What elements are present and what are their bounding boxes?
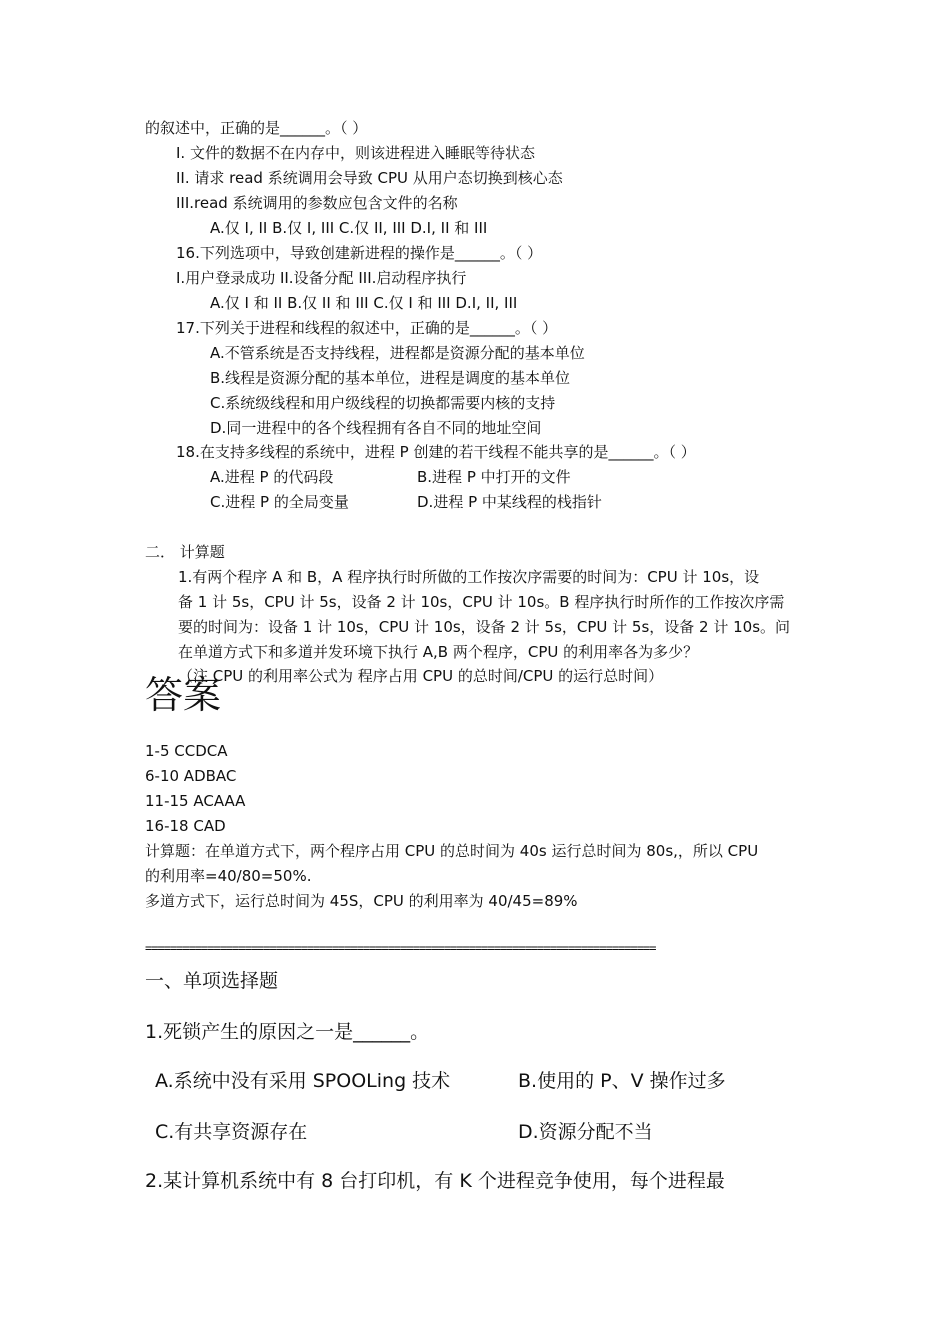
statement-i: I. 文件的数据不在内存中，则该进程进入睡眠等待状态 bbox=[176, 144, 535, 162]
computation-problem-line-3: 要的时间为：设备 1 计 10s，CPU 计 10s，设备 2 计 5s，CPU 计 5s，设备 2 计 10s。问 bbox=[178, 618, 791, 636]
q1-option-d: D.资源分配不当 bbox=[518, 1121, 653, 1143]
options-q15: A.仅 I, II B.仅 I, III C.仅 II, III D.I, II 和 III bbox=[210, 219, 488, 237]
separator-line: ================================================================================== bbox=[145, 941, 656, 955]
question-stem-continuation: 的叙述中，正确的是______。（ ） bbox=[145, 119, 368, 137]
answer-heading: 答案 bbox=[145, 673, 222, 717]
computation-problem-line-4: 在单道方式下和多道并发环境下执行 A,B 两个程序，CPU 的利用率各为多少？ bbox=[178, 643, 699, 661]
question-18: 18.在支持多线程的系统中，进程 P 创建的若干线程不能共享的是______。（ ） bbox=[176, 443, 696, 461]
question-16: 16.下列选项中，导致创建新进程的操作是______。（ ） bbox=[176, 244, 543, 262]
q17-option-c: C.系统级线程和用户级线程的切换都需要内核的支持 bbox=[210, 394, 556, 412]
statement-iii: III.read 系统调用的参数应包含文件的名称 bbox=[176, 194, 458, 212]
computation-answer-line-2: 的利用率=40/80=50%. bbox=[145, 867, 312, 885]
statement-ii: II. 请求 read 系统调用会导致 CPU 从用户态切换到核心态 bbox=[176, 169, 563, 187]
computation-answer-line-1: 计算题：在单道方式下，两个程序占用 CPU 的总时间为 40s 运行总时间为 80s,，所以 CPU bbox=[145, 842, 759, 860]
question-2: 2.某计算机系统中有 8 台打印机，有 K 个进程竞争使用，每个进程最 bbox=[145, 1170, 725, 1192]
question-17: 17.下列关于进程和线程的叙述中，正确的是______。（ ） bbox=[176, 319, 558, 337]
computation-answer-line-3: 多道方式下，运行总时间为 45S，CPU 的利用率为 40/45=89% bbox=[145, 892, 578, 910]
question-1: 1.死锁产生的原因之一是______。 bbox=[145, 1021, 430, 1043]
q1-option-c: C.有共享资源存在 bbox=[155, 1121, 308, 1143]
section-heading-single-choice: 一、单项选择题 bbox=[145, 970, 279, 992]
q16-statements: I.用户登录成功 II.设备分配 III.启动程序执行 bbox=[176, 269, 467, 287]
q1-option-a: A.系统中没有采用 SPOOLing 技术 bbox=[155, 1070, 451, 1092]
options-q16: A.仅 I 和 II B.仅 II 和 III C.仅 I 和 III D.I, II, III bbox=[210, 294, 518, 312]
q18-option-c: C.进程 P 的全局变量 bbox=[210, 493, 349, 511]
computation-problem-line-2: 备 1 计 5s，CPU 计 5s，设备 2 计 10s，CPU 计 10s。B 程序执行时所作的工作按次序需 bbox=[178, 593, 785, 611]
section-heading-computation: 二． 计算题 bbox=[145, 543, 225, 561]
q18-option-b: B.进程 P 中打开的文件 bbox=[417, 468, 571, 486]
q17-option-d: D.同一进程中的各个线程拥有各自不同的地址空间 bbox=[210, 419, 542, 437]
answer-6-10: 6-10 ADBAC bbox=[145, 767, 237, 785]
computation-note: （注 CPU 的利用率公式为 程序占用 CPU 的总时间/CPU 的运行总时间） bbox=[178, 667, 664, 685]
computation-problem-line-1: 1.有两个程序 A 和 B，A 程序执行时所做的工作按次序需要的时间为：CPU 计 10s，设 bbox=[178, 568, 760, 586]
q18-option-d: D.进程 P 中某线程的栈指针 bbox=[417, 493, 602, 511]
q17-option-a: A.不管系统是否支持线程，进程都是资源分配的基本单位 bbox=[210, 344, 585, 362]
answer-11-15: 11-15 ACAAA bbox=[145, 792, 246, 810]
answer-1-5: 1-5 CCDCA bbox=[145, 742, 228, 760]
q1-option-b: B.使用的 P、V 操作过多 bbox=[518, 1070, 726, 1092]
q18-option-a: A.进程 P 的代码段 bbox=[210, 468, 334, 486]
answer-16-18: 16-18 CAD bbox=[145, 817, 226, 835]
q17-option-b: B.线程是资源分配的基本单位，进程是调度的基本单位 bbox=[210, 369, 571, 387]
